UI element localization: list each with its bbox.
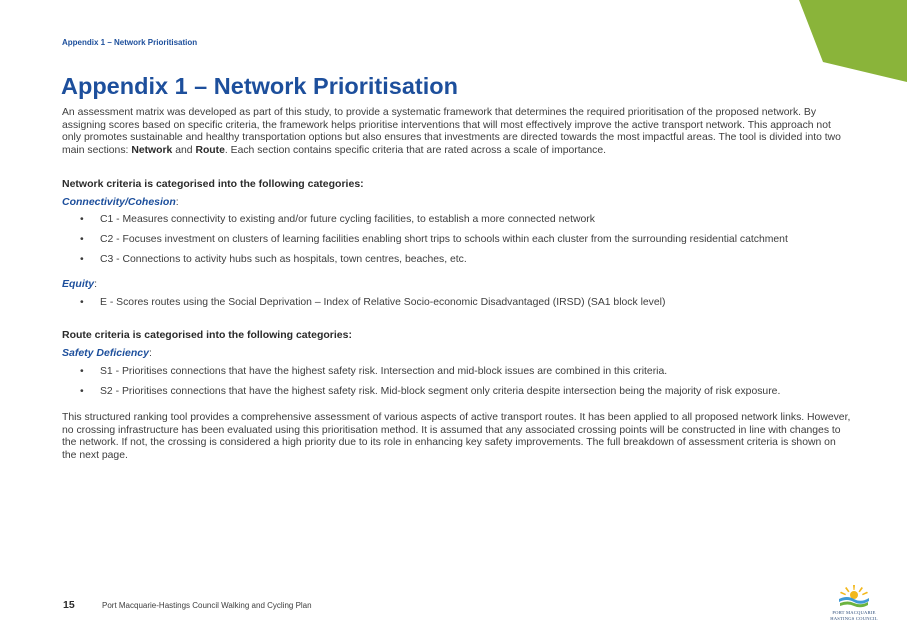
bullet-icon: •: [80, 386, 84, 397]
council-logo: [825, 583, 883, 623]
bullet-icon: •: [80, 234, 84, 245]
route-keyword: Route: [195, 144, 225, 156]
network-keyword: Network: [131, 144, 173, 156]
network-criteria-heading: Network criteria is categorised into the following categories:: [62, 178, 364, 190]
safety-subheading: Safety Deficiency:: [62, 347, 152, 359]
bullet-icon: •: [80, 214, 84, 225]
equity-subheading: Equity:: [62, 278, 98, 290]
intro-paragraph: An assessment matrix was developed as part of this study, to provide a systematic framework that determines the required prioritisation of the proposed network. By assigning scores based on specific criteria, the framework helps prioritise interventions that will most effectively improve the active transport network. This approach not only promotes sustainable and healthy transportation options but also ensures that investments are directed towards the most impactful areas. The tool is divided into two main sections: Network and Route. Each section contains specific criteria that are rated across a scale of importance.: [62, 107, 841, 156]
summary-paragraph: This structured ranking tool provides a comprehensive assessment of various aspects of active transport routes. It has been applied to all proposed network links. However, no crossing infrastructure has been evaluated using this prioritisation method. It is assumed that any associated crossing points will be constructed in line with changes to the network. If not, the crossing is considered a high priority due to its role in enhancing key safety improvements. The full breakdown of assessment criteria is shown on the next page.: [62, 412, 851, 461]
council-logo-icon: [825, 583, 883, 609]
corner-accent-shape: [787, 0, 907, 90]
running-header: Appendix 1 – Network Prioritisation: [62, 38, 198, 47]
logo-text-line2: HASTINGS COUNCIL: [830, 616, 878, 621]
bullet-icon: •: [80, 297, 84, 308]
route-criteria-heading: Route criteria is categorised into the following categories:: [62, 329, 352, 341]
bullet-icon: •: [80, 366, 84, 377]
logo-text-line1: PORT MACQUARIE: [832, 610, 876, 615]
connectivity-subheading: Connectivity/Cohesion:: [62, 196, 179, 208]
page-title: Appendix 1 – Network Prioritisation: [61, 73, 458, 99]
footer-document-title: Port Macquarie-Hastings Council Walking and Cycling Plan: [102, 601, 312, 610]
bullet-icon: •: [80, 254, 84, 265]
page-number: 15: [63, 599, 75, 611]
